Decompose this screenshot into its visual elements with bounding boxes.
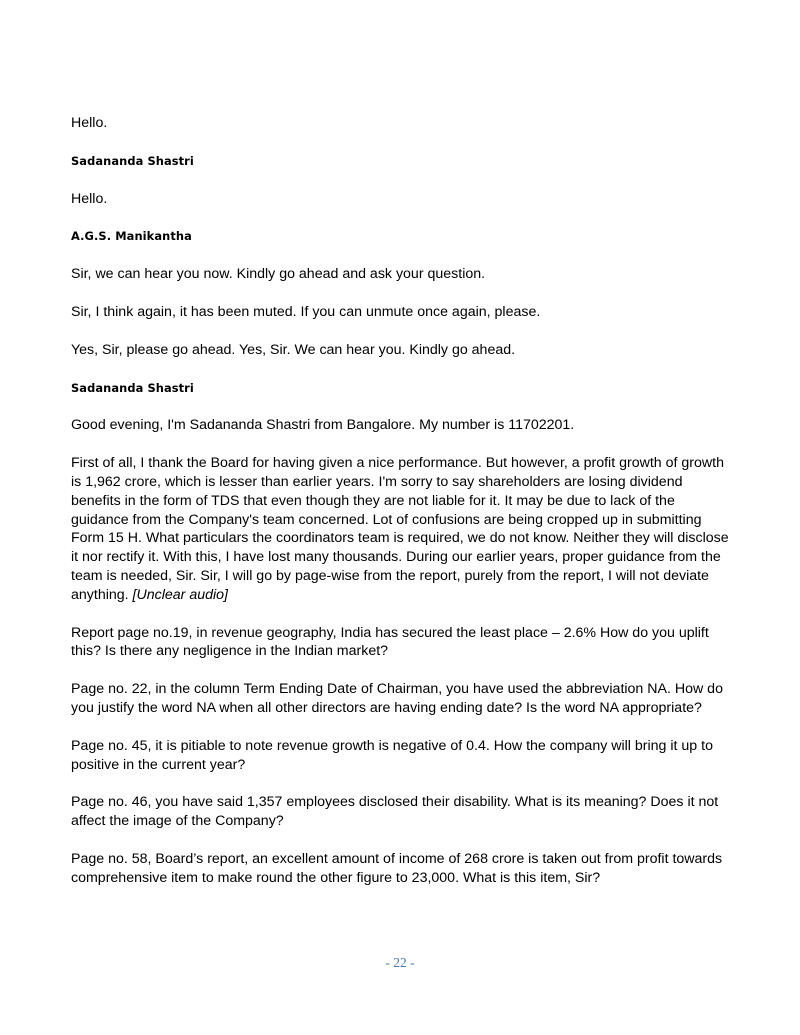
speaker-name: Sadananda Shastri — [71, 153, 194, 168]
utterance: Page no. 22, in the column Term Ending Date of Chairman, you have used the abbreviation NA. How do you justify the word NA when all other directors are having ending date? Is the word NA appropriate? — [71, 681, 723, 716]
utterance-text: First of all, I thank the Board for having given a nice performance. But however, a profit growth of growth is 1,962 crore, which is lesser than earlier years. I'm sorry to say shareholders are losing dividend benefits in the form of TDS that even though they are not liable for it. It may be due to lack of the guidance from the Company's team concerned. Lot of confusions are being cropped up in submitting Form 15 H. What particulars the coordinators team is required, we do not know. Neither they will disclose it nor rectify it. With this, I have lost many thousands. During our earlier years, proper guidance from the team is needed, Sir. Sir, I will go by page-wise from the report, purely from the report, I will not deviate anything. — [71, 455, 729, 603]
utterance: Page no. 58, Board’s report, an excellent amount of income of 268 crore is taken out from profit towards comprehensive item to make round the other figure to 23,000. What is this item, Sir? — [71, 850, 723, 886]
utterance: Page no. 45, it is pitiable to note revenue growth is negative of 0.4. How the company will bring it up to positive in the current year? — [71, 737, 713, 773]
utterance: Report page no.19, in revenue geography, India has secured the least place – 2.6% How do you uplift this? Is there any negligence in the Indian market? — [71, 624, 709, 660]
page-number: - 22 - — [385, 955, 415, 970]
speaker-name: A.G.S. Manikantha — [71, 229, 192, 244]
utterance: Sir, I think again, it has been muted. If you can unmute once again, please. — [71, 303, 541, 320]
unclear-audio-note: [Unclear audio] — [132, 586, 228, 603]
utterance: Hello. — [71, 115, 108, 131]
utterance: Good evening, I'm Sadananda Shastri from Bangalore. My number is 11702201. — [71, 417, 575, 434]
utterance-with-note — [71, 454, 731, 604]
utterance: Page no. 46, you have said 1,357 employees disclosed their disability. What is its meaning? Does it not affect the image of the Company? — [71, 794, 719, 830]
transcript-body — [71, 114, 731, 907]
utterance: Sir, we can hear you now. Kindly go ahead and ask your question. — [71, 266, 486, 283]
utterance: Hello. — [71, 190, 108, 207]
utterance: Yes, Sir, please go ahead. Yes, Sir. We can hear you. Kindly go ahead. — [71, 341, 516, 358]
speaker-name: Sadananda Shastri — [71, 380, 194, 395]
